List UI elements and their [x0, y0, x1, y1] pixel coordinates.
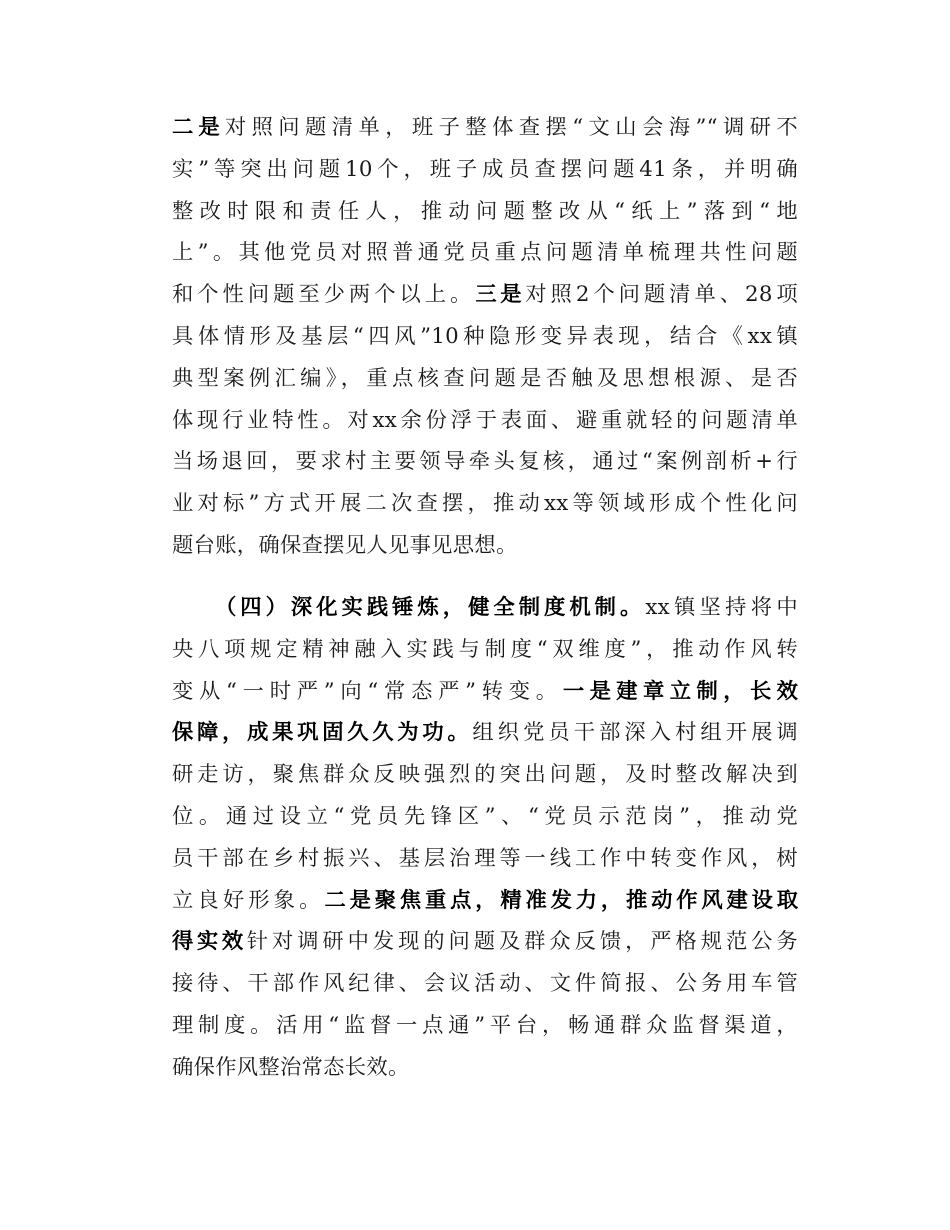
text-run: 变从“一时严”向“常态严”转变。	[172, 678, 563, 704]
bold-text-run: 一是建章立制，长效	[562, 678, 798, 704]
bold-text-run: 二是	[172, 115, 225, 140]
text-run: 题台账，确保查摆见人见事见思想。	[172, 532, 518, 558]
text-run: 央八项规定精神融入实践与制度“双维度”，推动作风转	[172, 636, 798, 662]
text-run: 对照2个问题清单、28项	[525, 282, 798, 308]
text-line	[172, 483, 798, 525]
bold-text-run: 三是	[475, 282, 526, 308]
text-line	[172, 838, 798, 880]
text-line	[172, 274, 798, 316]
text-run: xx镇坚持将中	[645, 595, 798, 620]
text-run: 具体情形及基层“四风”10种隐形变异表现，结合《xx镇	[172, 323, 798, 349]
text-run: 典型案例汇编》，重点核查问题是否触及思想根源、是否	[172, 365, 798, 391]
text-line	[172, 587, 798, 629]
text-run: 针对调研中发现的问题及群众反馈，严格规范公务	[246, 929, 798, 955]
text-run: 整改时限和责任人，推动问题整改从“纸上”落到“地	[172, 198, 798, 224]
text-line	[172, 525, 798, 567]
text-line	[172, 358, 798, 400]
text-line	[172, 963, 798, 1005]
text-line	[172, 921, 798, 963]
text-line	[172, 149, 798, 191]
text-run: 体现行业特性。对xx余份浮于表面、避重就轻的问题清单	[172, 407, 798, 433]
paragraph-practice-institution	[172, 587, 798, 1089]
bold-text-run: （四）深化实践锤炼，健全制度机制。	[215, 595, 646, 620]
text-line	[172, 191, 798, 233]
text-run: 接待、干部作风纪律、会议活动、文件简报、公务用车管	[172, 971, 798, 997]
text-run: 实”等突出问题10个，班子成员查摆问题41条，并明确	[172, 156, 798, 182]
text-run: 理制度。活用“监督一点通”平台，畅通群众监督渠道，	[172, 1012, 798, 1038]
text-line	[172, 629, 798, 671]
text-line	[172, 1047, 798, 1089]
text-line	[172, 712, 798, 754]
text-line	[172, 316, 798, 358]
text-run: 确保作风整治常态长效。	[172, 1054, 410, 1080]
bold-text-run: 保障，成果巩固久久为功。	[172, 720, 473, 746]
text-run: 上”。其他党员对照普通党员重点问题清单梳理共性问题	[172, 240, 798, 266]
text-line	[172, 796, 798, 838]
text-line	[172, 441, 798, 483]
text-run: 和个性问题至少两个以上。	[172, 282, 476, 308]
text-run: 当场退回，要求村主要领导牵头复核，通过“案例剖析+行	[172, 449, 798, 475]
text-run: 对照问题清单，班子整体查摆“文山会海”“调研不	[224, 115, 798, 140]
text-run: 立良好形象。	[172, 887, 325, 913]
text-run: 研走访，聚焦群众反映强烈的突出问题，及时整改解决到	[172, 762, 798, 788]
bold-text-run: 得实效	[172, 929, 247, 955]
text-line	[172, 671, 798, 713]
text-line	[172, 1005, 798, 1047]
text-run: 业对标”方式开展二次查摆，推动xx等领域形成个性化问	[172, 491, 798, 517]
text-line	[172, 880, 798, 922]
text-line	[172, 400, 798, 442]
text-line	[172, 107, 798, 149]
bold-text-run: 二是聚焦重点，精准发力，推动作风建设取	[324, 887, 798, 913]
text-run: 员干部在乡村振兴、基层治理等一线工作中转变作风，树	[172, 845, 798, 871]
text-run: 组织党员干部深入村组开展调	[472, 720, 798, 746]
text-line	[172, 754, 798, 796]
paragraph-rectification-lists	[172, 107, 798, 567]
text-run: 位。通过设立“党员先锋区”、“党员示范岗”，推动党	[172, 803, 798, 829]
text-line	[172, 232, 798, 274]
